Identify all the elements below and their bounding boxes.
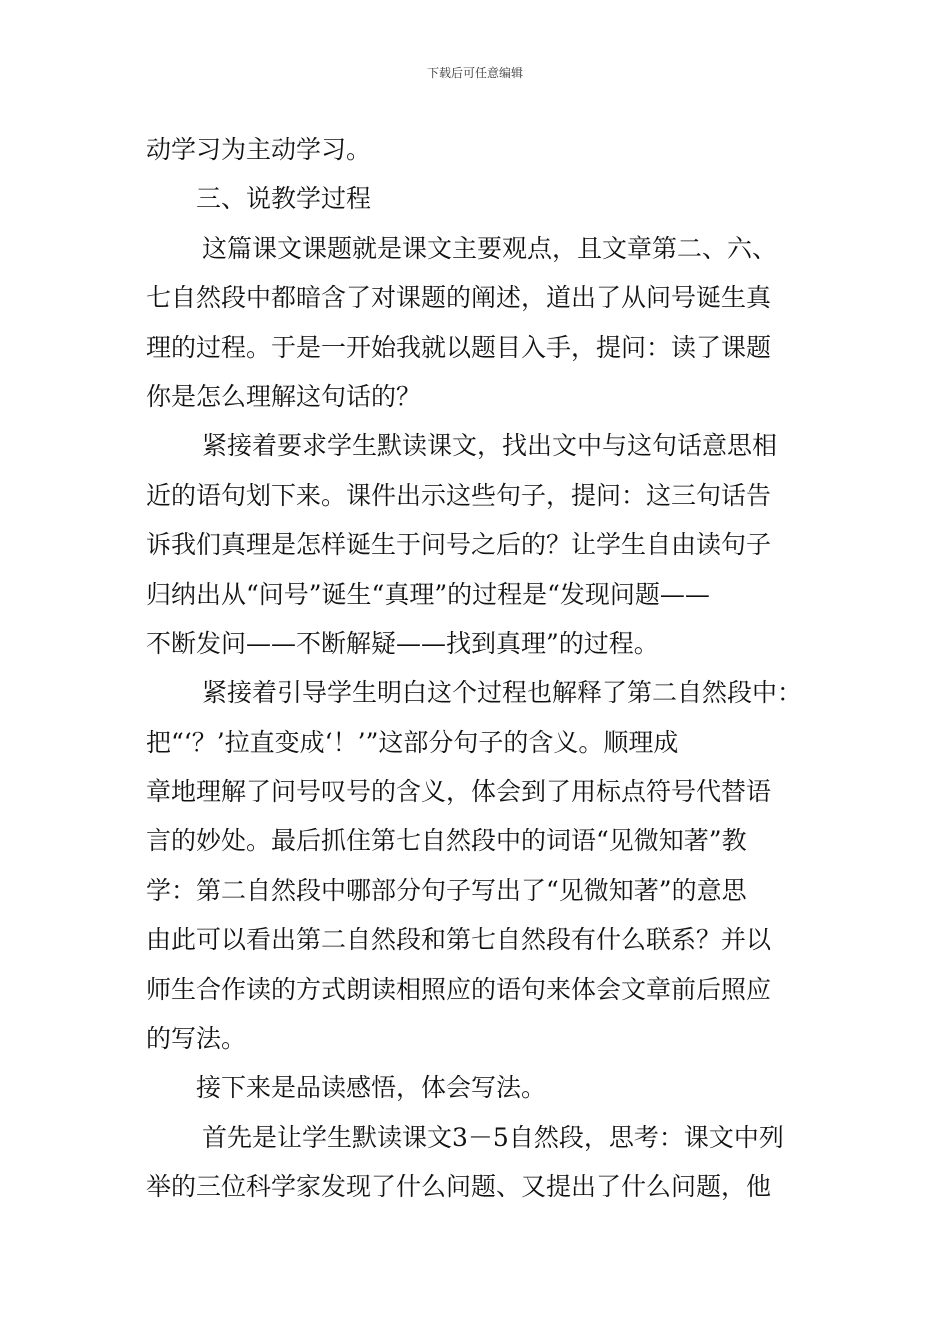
- paragraph-start: 首先是让学生默读课文3－5自然段，思考：课文中列: [202, 1122, 784, 1152]
- text-line: 诉我们真理是怎样诞生于问号之后的？让学生自由读句子: [146, 530, 772, 560]
- text-line: 学：第二自然段中哪部分句子写出了“见微知著”的意思: [146, 875, 747, 905]
- text-line: 你是怎么理解这句话的？: [146, 381, 422, 411]
- page-header: 下载后可任意编辑: [426, 66, 523, 80]
- text-line: 理的过程。于是一开始我就以题目入手，提问：读了课题: [146, 332, 772, 362]
- text-line: 言的妙处。最后抓住第七自然段中的词语“见微知著”教: [146, 826, 747, 856]
- paragraph-start: 这篇课文课题就是课文主要观点，且文章第二、六、: [202, 233, 778, 263]
- text-line: 的写法。: [146, 1024, 247, 1054]
- paragraph-start: 接下来是品读感悟，体会写法。: [196, 1073, 547, 1103]
- paragraph-start: 紧接着要求学生默读课文，找出文中与这句话意思相: [202, 431, 778, 461]
- text-line: 动学习为主动学习。: [146, 135, 372, 164]
- text-line: 归纳出从“问号”诞生“真理”的过程是“发现问题——: [146, 579, 710, 609]
- text-line: 七自然段中都暗含了对课题的阐述，道出了从问号诞生真: [146, 283, 772, 313]
- text-line: 师生合作读的方式朗读相照应的语句来体会文章前后照应: [146, 974, 772, 1004]
- text-line: 由此可以看出第二自然段和第七自然段有什么联系？并以: [146, 925, 772, 955]
- text-line: 把“‘？’拉直变成‘！’”这部分句子的含义。顺理成: [146, 727, 679, 757]
- text-line: 不断发问——不断解疑——找到真理”的过程。: [146, 628, 659, 658]
- text-line: 举的三位科学家发现了什么问题、又提出了什么问题，他: [146, 1172, 772, 1202]
- text-line: 章地理解了问号叹号的含义，体会到了用标点符号代替语: [146, 777, 772, 807]
- text-line: 近的语句划下来。课件出示这些句子，提问：这三句话告: [146, 480, 772, 510]
- document-body: [146, 125, 818, 1212]
- section-heading: 三、说教学过程: [196, 184, 372, 214]
- paragraph-start: 紧接着引导学生明白这个过程也解释了第二自然段中：: [202, 678, 803, 708]
